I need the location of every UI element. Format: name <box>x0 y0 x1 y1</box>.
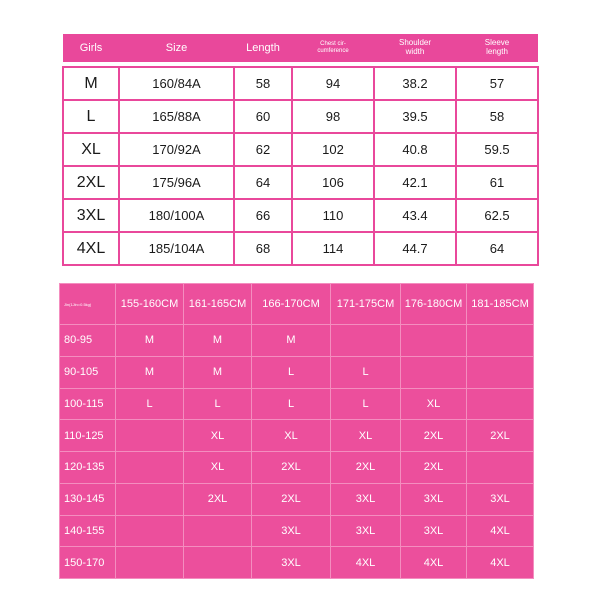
reco-size-cell: 2XL <box>401 452 467 484</box>
reco-weight-label: 80-95 <box>60 325 116 357</box>
reco-size-cell: L <box>252 388 331 420</box>
header-shoulder: Shoulder width <box>374 34 456 62</box>
reco-size-cell: 4XL <box>467 547 534 579</box>
reco-size-cell: 2XL <box>331 452 401 484</box>
reco-height-header: 181-185CM <box>467 284 534 325</box>
reco-size-cell: 4XL <box>467 515 534 547</box>
cell-size: 160/84A <box>119 67 234 100</box>
header-size: Size <box>119 34 234 62</box>
header-girls: Girls <box>63 34 119 62</box>
cell-size-code: 2XL <box>63 166 119 199</box>
reco-size-cell: XL <box>184 420 252 452</box>
reco-size-cell <box>116 515 184 547</box>
cell-size-code: L <box>63 100 119 133</box>
reco-size-cell <box>467 388 534 420</box>
reco-size-cell <box>331 325 401 357</box>
reco-size-cell <box>184 547 252 579</box>
cell-sleeve: 59.5 <box>456 133 538 166</box>
reco-size-cell: M <box>116 356 184 388</box>
reco-row <box>60 547 534 579</box>
cell-size: 170/92A <box>119 133 234 166</box>
reco-weight-label: 100-115 <box>60 388 116 420</box>
reco-size-cell: M <box>252 325 331 357</box>
cell-size-code: 4XL <box>63 232 119 265</box>
cell-shoulder: 39.5 <box>374 100 456 133</box>
reco-row <box>60 483 534 515</box>
cell-chest: 114 <box>292 232 374 265</box>
reco-size-cell: L <box>331 356 401 388</box>
cell-length: 58 <box>234 67 292 100</box>
cell-size-code: XL <box>63 133 119 166</box>
reco-size-cell <box>116 420 184 452</box>
reco-size-cell <box>184 515 252 547</box>
header-chest: Chest cir- cumference <box>292 34 374 62</box>
reco-header-row <box>60 284 534 325</box>
reco-size-cell: 3XL <box>467 483 534 515</box>
reco-weight-label: 140-155 <box>60 515 116 547</box>
cell-size: 175/96A <box>119 166 234 199</box>
reco-row <box>60 325 534 357</box>
cell-chest: 110 <box>292 199 374 232</box>
cell-sleeve: 57 <box>456 67 538 100</box>
reco-size-cell: 4XL <box>401 547 467 579</box>
size-row <box>63 199 538 232</box>
reco-size-cell: 4XL <box>331 547 401 579</box>
reco-size-cell: 2XL <box>252 483 331 515</box>
reco-weight-label: 130-145 <box>60 483 116 515</box>
reco-row <box>60 452 534 484</box>
size-row <box>63 100 538 133</box>
reco-size-cell: 3XL <box>252 515 331 547</box>
reco-size-cell: L <box>116 388 184 420</box>
cell-size: 180/100A <box>119 199 234 232</box>
reco-size-cell: 2XL <box>184 483 252 515</box>
reco-size-cell <box>467 452 534 484</box>
size-row <box>63 133 538 166</box>
size-row <box>63 67 538 100</box>
cell-sleeve: 62.5 <box>456 199 538 232</box>
reco-size-cell: M <box>184 356 252 388</box>
reco-row <box>60 356 534 388</box>
cell-size: 165/88A <box>119 100 234 133</box>
reco-weight-label: 110-125 <box>60 420 116 452</box>
header-length: Length <box>234 34 292 62</box>
reco-size-cell: 2XL <box>467 420 534 452</box>
cell-sleeve: 61 <box>456 166 538 199</box>
reco-size-cell: 3XL <box>401 515 467 547</box>
cell-shoulder: 44.7 <box>374 232 456 265</box>
reco-size-cell <box>467 325 534 357</box>
reco-size-cell: 2XL <box>401 420 467 452</box>
reco-row <box>60 420 534 452</box>
size-row <box>63 232 538 265</box>
reco-size-cell <box>401 356 467 388</box>
reco-corner-label: Jin(1Jin=0.5kg) <box>60 284 116 325</box>
reco-size-cell: 3XL <box>401 483 467 515</box>
reco-size-cell: XL <box>331 420 401 452</box>
cell-size: 185/104A <box>119 232 234 265</box>
reco-size-cell: XL <box>401 388 467 420</box>
reco-size-cell <box>116 547 184 579</box>
cell-shoulder: 40.8 <box>374 133 456 166</box>
reco-size-cell: 2XL <box>252 452 331 484</box>
reco-size-cell: 3XL <box>331 515 401 547</box>
header-sleeve: Sleeve length <box>456 34 538 62</box>
cell-shoulder: 38.2 <box>374 67 456 100</box>
reco-weight-label: 150-170 <box>60 547 116 579</box>
reco-weight-label: 120-135 <box>60 452 116 484</box>
cell-chest: 102 <box>292 133 374 166</box>
reco-size-cell: L <box>252 356 331 388</box>
cell-length: 68 <box>234 232 292 265</box>
reco-weight-label: 90-105 <box>60 356 116 388</box>
reco-row <box>60 515 534 547</box>
cell-length: 66 <box>234 199 292 232</box>
reco-height-header: 171-175CM <box>331 284 401 325</box>
cell-length: 64 <box>234 166 292 199</box>
size-chart-header <box>63 34 538 62</box>
reco-size-cell: L <box>331 388 401 420</box>
reco-size-cell <box>116 452 184 484</box>
cell-shoulder: 43.4 <box>374 199 456 232</box>
reco-height-header: 155-160CM <box>116 284 184 325</box>
reco-size-cell <box>467 356 534 388</box>
cell-chest: 94 <box>292 67 374 100</box>
cell-size-code: M <box>63 67 119 100</box>
size-row <box>63 166 538 199</box>
reco-height-header: 161-165CM <box>184 284 252 325</box>
reco-size-cell: 3XL <box>252 547 331 579</box>
reco-size-cell <box>401 325 467 357</box>
reco-size-cell: XL <box>252 420 331 452</box>
cell-length: 60 <box>234 100 292 133</box>
reco-height-header: 166-170CM <box>252 284 331 325</box>
size-chart-table <box>62 34 539 266</box>
cell-size-code: 3XL <box>63 199 119 232</box>
cell-length: 62 <box>234 133 292 166</box>
reco-size-cell: 3XL <box>331 483 401 515</box>
cell-sleeve: 58 <box>456 100 538 133</box>
reco-size-cell: L <box>184 388 252 420</box>
reco-size-cell: M <box>116 325 184 357</box>
cell-shoulder: 42.1 <box>374 166 456 199</box>
size-recommendation-grid <box>59 283 533 579</box>
reco-height-header: 176-180CM <box>401 284 467 325</box>
reco-size-cell: M <box>184 325 252 357</box>
reco-row <box>60 388 534 420</box>
cell-chest: 106 <box>292 166 374 199</box>
cell-sleeve: 64 <box>456 232 538 265</box>
reco-size-cell: XL <box>184 452 252 484</box>
cell-chest: 98 <box>292 100 374 133</box>
reco-size-cell <box>116 483 184 515</box>
